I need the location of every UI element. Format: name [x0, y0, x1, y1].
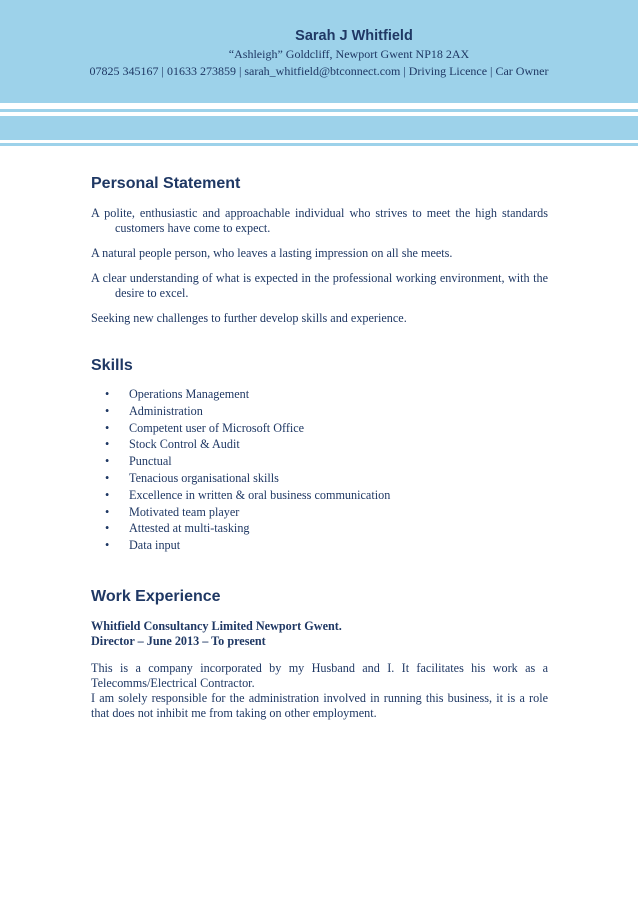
header-stripe-thin-lower — [0, 143, 638, 146]
section-heading: Personal Statement — [91, 175, 241, 192]
list-item — [91, 537, 548, 554]
skill-label: Tenacious organisational skills — [129, 470, 279, 485]
job-description-paragraph: This is a company incorporated by my Husband and I. It facilitates his work as a Telecomms/Electrical Contractor. — [91, 660, 548, 690]
skill-label: Punctual — [129, 454, 172, 469]
list-item — [91, 420, 548, 437]
skill-label: Operations Management — [129, 387, 250, 401]
company-name: Whitfield Consultancy Limited Newport Gwent. — [91, 618, 342, 633]
statement-paragraph: A clear understanding of what is expected in the professional working environment, with the desire to excel. — [91, 271, 548, 300]
section-heading: Work Experience — [91, 587, 221, 605]
skill-label: Administration — [129, 403, 203, 418]
skill-label: Motivated team player — [129, 504, 240, 519]
header-stripe-thin — [0, 109, 638, 112]
candidate-name: Sarah J Whitfield — [295, 28, 413, 44]
list-item — [91, 504, 548, 521]
bullet-icon: • — [105, 538, 110, 553]
header-stripe-thick — [0, 116, 638, 140]
statement-paragraph: Seeking new challenges to further develop skills and experience. — [91, 311, 407, 325]
cv-body — [91, 174, 548, 721]
bullet-icon: • — [105, 437, 110, 452]
list-item — [91, 487, 548, 504]
list-item — [91, 453, 548, 470]
bullet-icon: • — [105, 504, 110, 519]
skill-label: Stock Control & Audit — [129, 437, 240, 452]
candidate-address: “Ashleigh” Goldcliff, Newport Gwent NP18 2AX — [228, 47, 470, 61]
bullet-icon: • — [105, 454, 110, 469]
list-item — [91, 436, 548, 453]
statement-paragraph: A polite, enthusiastic and approachable individual who strives to meet the high standards customers have come to expect. — [91, 206, 548, 235]
bullet-icon: • — [105, 521, 110, 536]
cv-header — [0, 27, 638, 79]
list-item — [91, 470, 548, 487]
personal-statement-section — [91, 174, 548, 326]
bullet-icon: • — [105, 470, 110, 485]
skill-label: Excellence in written & oral business communication — [129, 487, 391, 502]
statement-paragraph: A natural people person, who leaves a lasting impression on all she meets. — [91, 246, 453, 260]
skills-section — [91, 356, 548, 554]
list-item — [91, 520, 548, 537]
bullet-icon: • — [105, 420, 110, 435]
section-heading: Skills — [91, 357, 133, 374]
list-item — [91, 403, 548, 420]
skill-label: Attested at multi-tasking — [129, 521, 250, 536]
bullet-icon: • — [105, 487, 110, 502]
list-item — [91, 386, 548, 403]
work-experience-section — [91, 587, 548, 721]
bullet-icon: • — [105, 387, 110, 401]
skills-list — [91, 386, 548, 554]
bullet-icon: • — [105, 403, 110, 418]
job-role: Director – June 2013 – To present — [91, 633, 266, 648]
skill-label: Competent user of Microsoft Office — [129, 420, 305, 435]
job-description — [91, 661, 548, 721]
candidate-contact: 07825 345167 | 01633 273859 | sarah_whitfield@btconnect.com | Driving Licence | Car Owner — [89, 64, 549, 78]
job-description-paragraph: I am solely responsible for the administration involved in running this business, it is a role that does not inhibit me from taking on other employment. — [91, 690, 548, 720]
skill-label: Data input — [129, 538, 181, 553]
